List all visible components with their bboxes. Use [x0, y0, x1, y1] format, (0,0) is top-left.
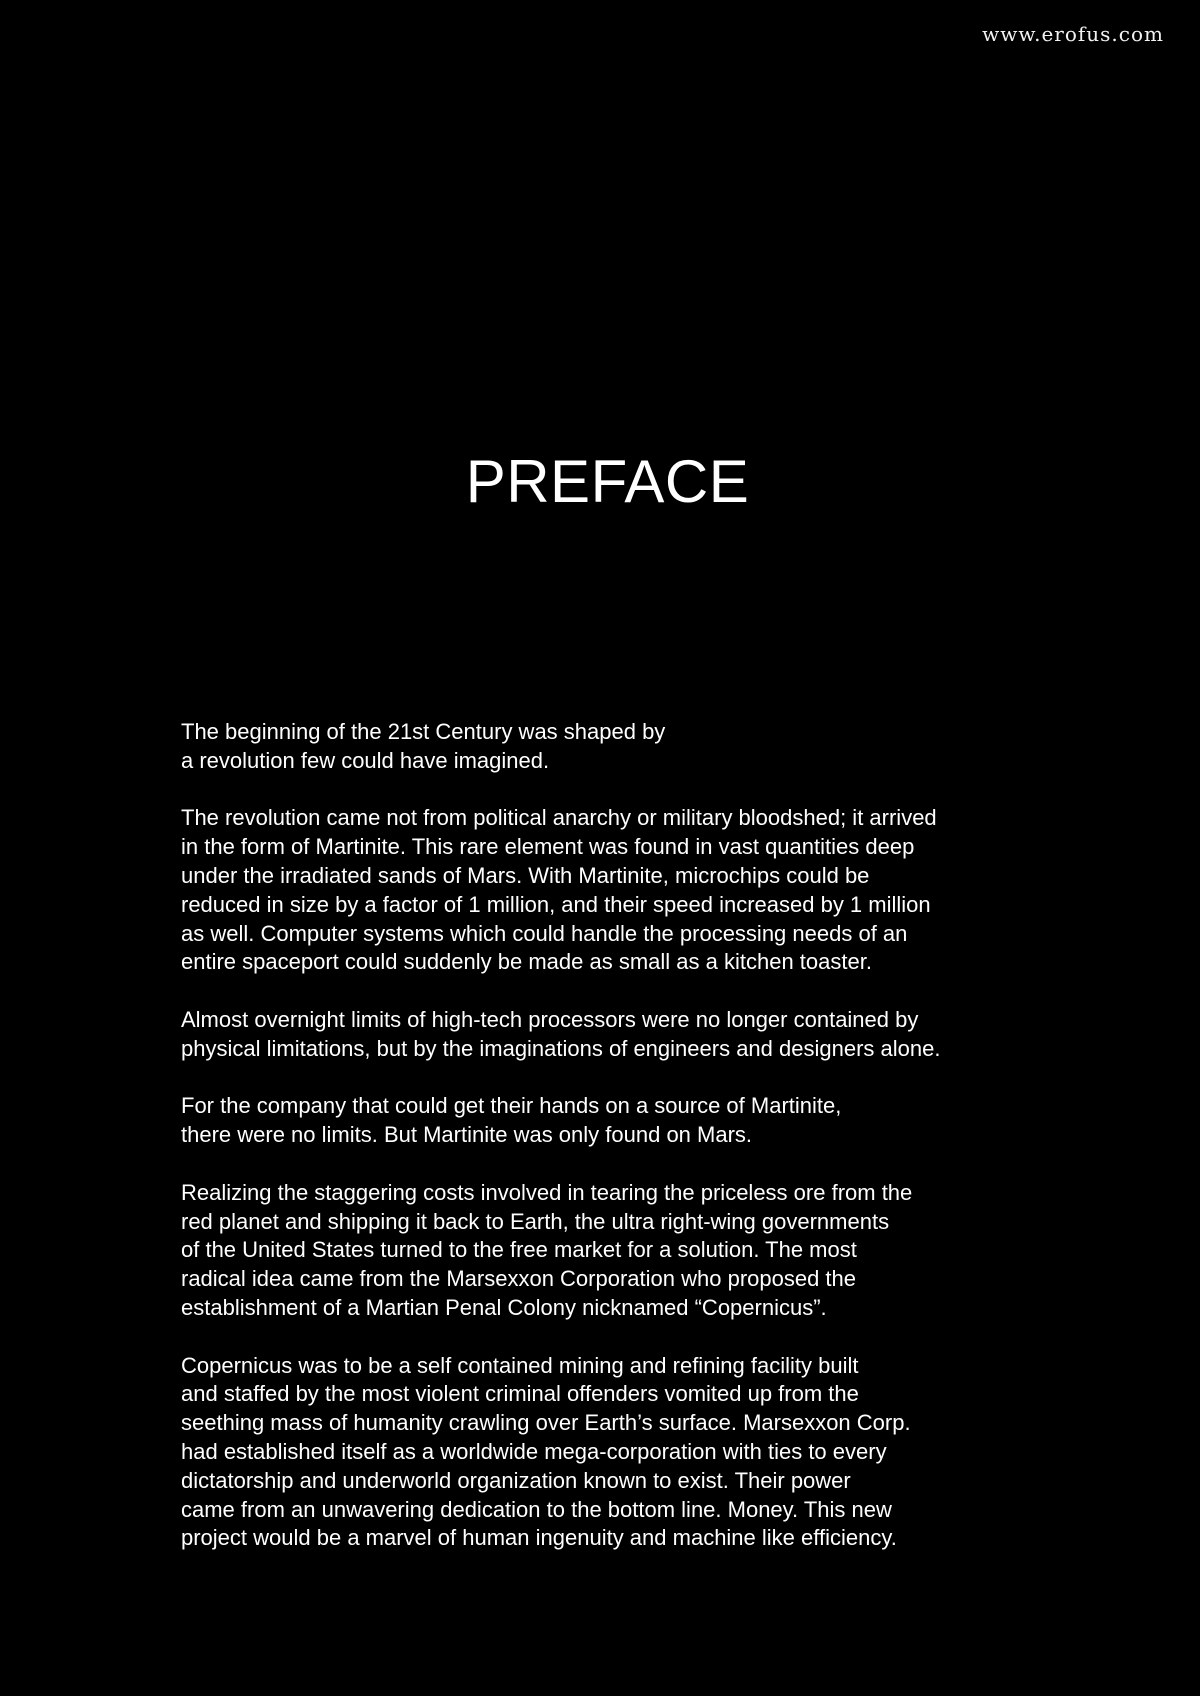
text-line: of the United States turned to the free market for a solution. The most: [181, 1237, 857, 1263]
text-line: seething mass of humanity crawling over Earth’s surface. Marsexxon Corp.: [181, 1410, 911, 1436]
text-line: Almost overnight limits of high-tech processors were no longer contained by: [181, 1006, 919, 1032]
text-line: entire spaceport could suddenly be made as small as a kitchen toaster.: [181, 949, 872, 975]
text-line: a revolution few could have imagined.: [181, 747, 550, 773]
paragraph: [181, 1092, 1181, 1150]
text-line: under the irradiated sands of Mars. With Martinite, microchips could be: [181, 862, 870, 888]
text-line: For the company that could get their hands on a source of Martinite,: [181, 1093, 842, 1119]
text-line: project would be a marvel of human ingenuity and machine like efficiency.: [181, 1525, 897, 1551]
text-line: reduced in size by a factor of 1 million, and their speed increased by 1 million: [181, 891, 931, 917]
paragraph: [181, 718, 1181, 776]
text-line: red planet and shipping it back to Earth, the ultra right-wing governments: [181, 1208, 890, 1234]
preface-body: [181, 718, 1181, 1582]
watermark-text: www.erofus.com: [982, 22, 1164, 46]
text-line: as well. Computer systems which could handle the processing needs of an: [181, 920, 908, 946]
page-title: PREFACE: [465, 448, 750, 515]
text-line: had established itself as a worldwide mega-corporation with ties to every: [181, 1438, 887, 1464]
text-line: there were no limits. But Martinite was only found on Mars.: [181, 1122, 753, 1148]
text-line: radical idea came from the Marsexxon Corporation who proposed the: [181, 1266, 857, 1292]
paragraph: [181, 1006, 1181, 1064]
text-line: came from an unwavering dedication to the bottom line. Money. This new: [181, 1496, 892, 1522]
text-line: The beginning of the 21st Century was shaped by: [181, 719, 666, 744]
text-line: Copernicus was to be a self contained mining and refining facility built: [181, 1352, 859, 1378]
text-line: in the form of Martinite. This rare element was found in vast quantities deep: [181, 834, 915, 860]
text-line: and staffed by the most violent criminal offenders vomited up from the: [181, 1381, 859, 1407]
text-line: establishment of a Martian Penal Colony nicknamed “Copernicus”.: [181, 1294, 827, 1320]
text-line: physical limitations, but by the imaginations of engineers and designers alone.: [181, 1035, 941, 1061]
text-line: Realizing the staggering costs involved in tearing the priceless ore from the: [181, 1179, 913, 1205]
text-line: The revolution came not from political anarchy or military bloodshed; it arrived: [181, 805, 937, 831]
paragraph: [181, 804, 1181, 977]
paragraph: [181, 1179, 1181, 1323]
text-line: dictatorship and underworld organization known to exist. Their power: [181, 1467, 851, 1493]
paragraph: [181, 1352, 1181, 1554]
